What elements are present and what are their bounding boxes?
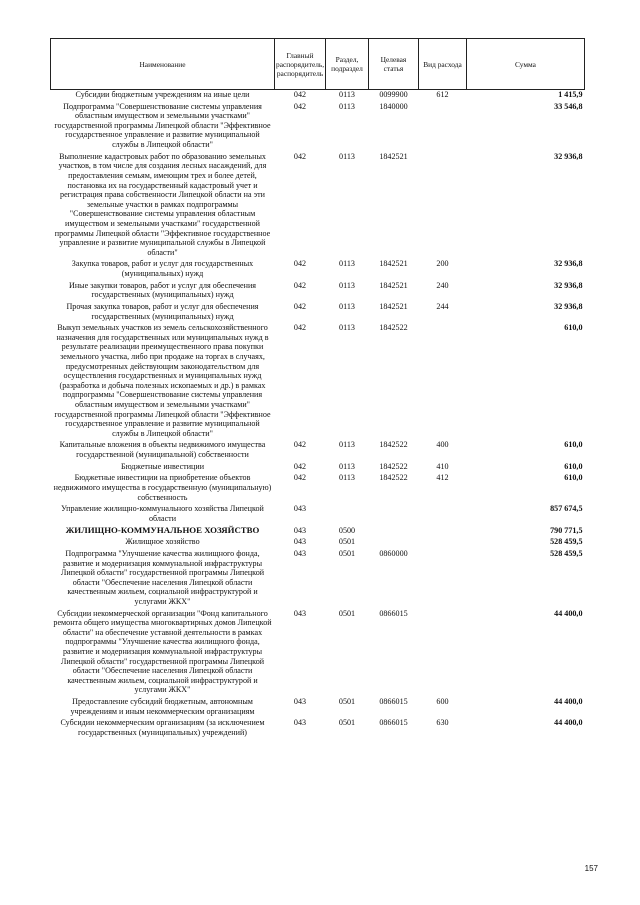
row-admin: 043 [293,697,307,707]
row-expense-type [419,504,467,525]
row-section: 0501 [338,718,356,728]
table-row [51,281,585,302]
row-name: Управление жилищно-коммунального хозяйства Липецкой области [61,504,264,523]
row-name: ЖИЛИЩНО-КОММУНАЛЬНОЕ ХОЗЯЙСТВО [65,524,260,535]
row-amount: 44 400,0 [554,697,583,707]
row-target [369,504,419,525]
row-section: 0113 [339,473,355,483]
table-row [51,473,585,504]
row-name: Субсидии некоммерческой организации "Фонд капитального ремонта общего имущества многоквартирных домов Липецкой области" на обеспечение уставной деятельности в рамках подпрограммы "Улучшение качества жилищного фонда, развитие и модернизация коммунальной инфраструктуры Липецкой области" государственной программы Липецкой области "Обеспечение населения Липецкой области качественным жильем, социальной инфраструктурой и услугами ЖКХ" [53,608,272,695]
row-expense-type: 410 [436,461,449,471]
row-name: Выкуп земельных участков из земель сельскохозяйственного назначения для государственных или муниципальных нужд в результате реализации преимущественного права покупки земельного участка, либо при продаже на торгах в случаях, предусмотренных действующим законодательством для осуществления государственных и муниципальных нужд (разработка и добыча полезных ископаемых и др.) в рамках подпрограммы "Совершенствование системы управления областным имуществом и земельными участками" государственной программы Липецкой области "Эффективное государственное управление и развитие муниципальной службы в Липецкой области" [54,323,271,438]
row-amount: 857 674,5 [550,504,583,514]
row-amount: 1 415,9 [558,90,583,99]
table-header-row [51,39,585,90]
row-section: 0113 [339,461,355,471]
row-section: 0113 [339,440,355,450]
row-admin: 042 [293,440,307,450]
row-target: 1842522 [379,473,408,483]
header-admin: Главный распорядитель, распорядитель [275,39,326,90]
row-name: Капитальные вложения в объекты недвижимого имущества государственной (муниципальной) собственности [59,440,266,460]
row-name: Бюджетные инвестиции [120,461,205,471]
row-section: 0113 [339,301,355,311]
table-row [51,697,585,718]
table-row [51,537,585,549]
row-section: 0113 [339,101,355,111]
row-name: Подпрограмма "Улучшение качества жилищного фонда, развитие и модернизация коммунальной инфраструктуры Липецкой области" государственной программы Липецкой области "Обеспечение населения Липецкой области качественным жильем, социальной инфраструктурой и услугами ЖКХ" [60,548,265,606]
row-section: 0501 [338,548,356,558]
row-expense-type [419,102,467,152]
row-amount: 610,0 [564,440,583,450]
row-target: 0866015 [379,608,408,618]
row-admin: 043 [293,608,307,618]
row-expense-type [419,152,467,260]
row-target: 1842521 [379,280,408,290]
row-name: Жилищное хозяйство [125,537,200,547]
header-expense-type: Вид расхода [419,39,467,90]
row-target: 0099900 [379,90,408,99]
table-row [51,609,585,697]
row-name: Выполнение кадастровых работ по образованию земельных участков, в том числе для создания лесных насаждений, для предоставления семьям, имеющим трех и более детей, постановка их на государственный кадастровый учет и регистрация права собственности Липецкой области на эти земельные участки в рамках подпрограммы "Совершенствование системы управления областным имуществом и земельными участками" государственной программы Липецкой области "Эффективное государственное управление и развитие муниципальной службы в Липецкой области" [54,151,271,257]
row-admin: 042 [293,90,307,99]
row-name: Бюджетные инвестиции на приобретение объектов недвижимого имущества в государственную (муниципальную) собственность [53,473,272,502]
row-section: 0113 [339,151,355,161]
table-row [51,152,585,260]
row-amount: 528 459,5 [550,537,583,547]
table-row [51,462,585,474]
row-admin: 043 [293,525,307,535]
row-target [369,526,419,538]
row-amount: 610,0 [564,473,583,483]
table-row [51,323,585,440]
table-row [51,718,585,739]
row-admin: 042 [293,301,307,311]
row-section: 0113 [339,259,355,269]
row-name: Подпрограмма "Совершенствование системы управления областным имуществом и земельными участками" государственной программы Липецкой области "Эффективное государственное управление и развитие муниципальной службы в Липецкой области" [54,101,271,150]
row-target: 1842521 [379,151,408,161]
row-expense-type [419,537,467,549]
row-amount: 610,0 [564,461,583,471]
row-admin: 043 [293,537,307,547]
row-name: Субсидии бюджетным учреждениям на иные цели [75,90,250,99]
row-amount: 33 546,8 [554,101,583,111]
row-section: 0500 [338,525,356,535]
row-target: 1842522 [379,440,408,450]
table-row [51,526,585,538]
row-section: 0113 [339,323,355,333]
row-amount: 32 936,8 [554,259,583,269]
row-expense-type: 200 [436,259,449,269]
header-target: Целевая статья [369,39,419,90]
row-expense-type [419,549,467,609]
row-expense-type: 244 [436,301,449,311]
row-admin: 042 [293,280,307,290]
row-amount: 790 771,5 [550,525,583,535]
row-name: Предоставление субсидий бюджетным, автономным учреждениям и иным некоммерческим организациям [70,697,255,716]
row-amount: 32 936,8 [554,280,583,290]
row-admin: 042 [293,473,307,483]
row-target: 1842521 [379,301,408,311]
table-row [51,102,585,152]
row-admin: 042 [293,151,307,161]
row-admin: 042 [293,461,307,471]
row-admin: 042 [293,259,307,269]
row-amount: 32 936,8 [554,301,583,311]
row-admin: 042 [293,323,307,333]
header-name: Наименование [51,39,275,90]
row-amount: 610,0 [564,323,583,333]
row-expense-type [419,526,467,538]
row-admin: 043 [293,504,307,514]
table-row [51,90,585,102]
row-section: 0501 [338,537,356,547]
header-amount: Сумма [467,39,585,90]
row-target [369,537,419,549]
row-section: 0113 [339,90,355,99]
row-target: 1842522 [379,461,408,471]
row-target: 0866015 [379,697,408,707]
row-name: Иные закупки товаров, работ и услуг для обеспечения государственных (муниципальных) нужд [68,280,257,300]
row-amount: 32 936,8 [554,151,583,161]
row-admin: 043 [293,548,307,558]
row-section: 0501 [338,697,356,707]
row-amount: 528 459,5 [550,548,583,558]
row-target: 0860000 [379,548,408,558]
row-amount: 44 400,0 [554,718,583,728]
row-name: Субсидии некоммерческим организациям (за исключением государственных (муниципальных) учреждений) [60,718,265,737]
row-expense-type: 630 [436,718,449,728]
row-expense-type: 400 [436,440,449,450]
row-admin: 042 [293,101,307,111]
row-expense-type [419,323,467,440]
row-expense-type: 240 [436,280,449,290]
budget-table [50,38,585,740]
row-expense-type: 612 [436,90,449,99]
row-expense-type [419,609,467,697]
row-target: 1842521 [379,259,408,269]
row-name: Прочая закупка товаров, работ и услуг для обеспечения государственных (муниципальных) нужд [66,301,259,321]
row-amount: 44 400,0 [554,608,583,618]
row-section: 0501 [338,608,356,618]
header-section: Раздел, подраздел [326,39,369,90]
page-number: 157 [584,864,598,873]
row-expense-type: 600 [436,697,449,707]
row-target: 1840000 [379,101,408,111]
row-section [326,504,369,525]
table-row [51,302,585,323]
row-expense-type: 412 [436,473,449,483]
table-row [51,440,585,461]
table-row [51,549,585,609]
table-row [51,504,585,525]
table-row [51,259,585,280]
row-admin: 043 [293,718,307,728]
row-target: 1842522 [379,323,408,333]
row-target: 0866015 [379,718,408,728]
row-section: 0113 [339,280,355,290]
row-name: Закупка товаров, работ и услуг для государственных (муниципальных) нужд [71,259,254,278]
